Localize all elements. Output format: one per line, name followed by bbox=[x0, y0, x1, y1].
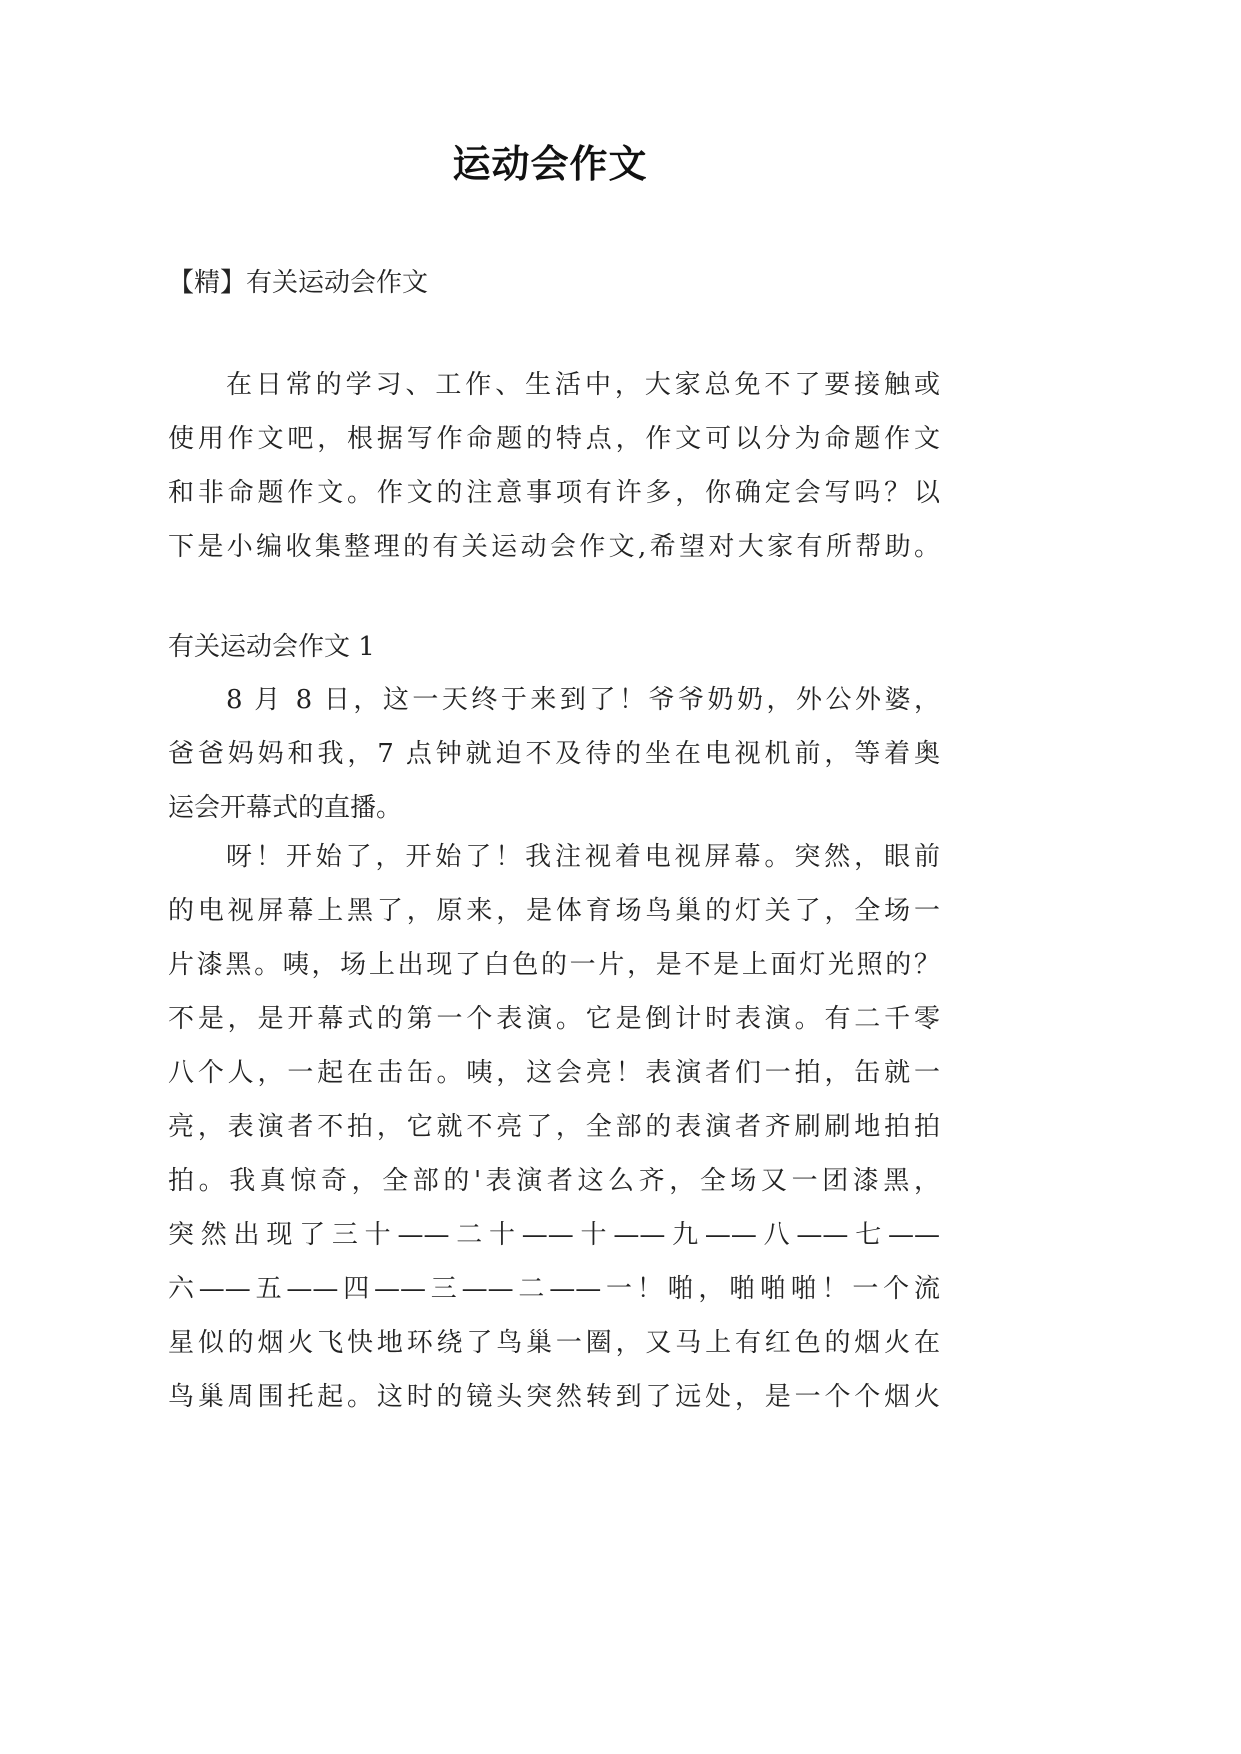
paragraph-line: 运会开幕式的直播。 bbox=[168, 793, 403, 823]
paragraph-line: 拍。我真惊奇，全部的'表演者这么齐，全场又一团漆黑， bbox=[168, 1166, 940, 1196]
paragraph-line: 突然出现了三十——二十——十——九——八——七—— bbox=[168, 1220, 940, 1250]
paragraph-line: 不是，是开幕式的第一个表演。它是倒计时表演。有二千零 bbox=[168, 1004, 940, 1034]
intro-line: 在日常的学习、工作、生活中，大家总免不了要接触或 bbox=[226, 370, 940, 400]
paragraph-line: 的电视屏幕上黑了，原来，是体育场鸟巢的灯关了，全场一 bbox=[168, 896, 940, 926]
paragraph-1 bbox=[168, 673, 940, 835]
paragraph-line: 亮，表演者不拍，它就不亮了，全部的表演者齐刷刷地拍拍 bbox=[168, 1112, 940, 1142]
paragraph-2 bbox=[168, 830, 940, 1424]
paragraph-line: 呀！开始了，开始了！我注视着电视屏幕。突然，眼前 bbox=[226, 842, 940, 872]
document-title: 运动会作文 bbox=[452, 142, 648, 186]
document-subtitle: 【精】有关运动会作文 bbox=[168, 268, 429, 298]
paragraph-line: 六——五——四——三——二——一！啪，啪啪啪！一个流 bbox=[168, 1274, 940, 1304]
paragraph-line: 爸爸妈妈和我，7 点钟就迫不及待的坐在电视机前，等着奥 bbox=[168, 739, 940, 769]
intro-line: 下是小编收集整理的有关运动会作文,希望对大家有所帮助。 bbox=[168, 532, 940, 562]
intro-paragraph bbox=[168, 358, 940, 574]
paragraph-line: 鸟巢周围托起。这时的镜头突然转到了远处，是一个个烟火 bbox=[168, 1382, 940, 1412]
paragraph-line: 片漆黑。咦，场上出现了白色的一片，是不是上面灯光照的？ bbox=[168, 950, 940, 980]
paragraph-line: 八个人，一起在击缶。咦，这会亮！表演者们一拍，缶就一 bbox=[168, 1058, 940, 1088]
paragraph-line: 星似的烟火飞快地环绕了鸟巢一圈，又马上有红色的烟火在 bbox=[168, 1328, 940, 1358]
intro-line: 使用作文吧，根据写作命题的特点，作文可以分为命题作文 bbox=[168, 424, 940, 454]
intro-line: 和非命题作文。作文的注意事项有许多，你确定会写吗？以 bbox=[168, 478, 940, 508]
paragraph-line: 8 月 8 日，这一天终于来到了！爷爷奶奶，外公外婆， bbox=[226, 685, 940, 715]
section-heading: 有关运动会作文 1 bbox=[168, 632, 375, 662]
